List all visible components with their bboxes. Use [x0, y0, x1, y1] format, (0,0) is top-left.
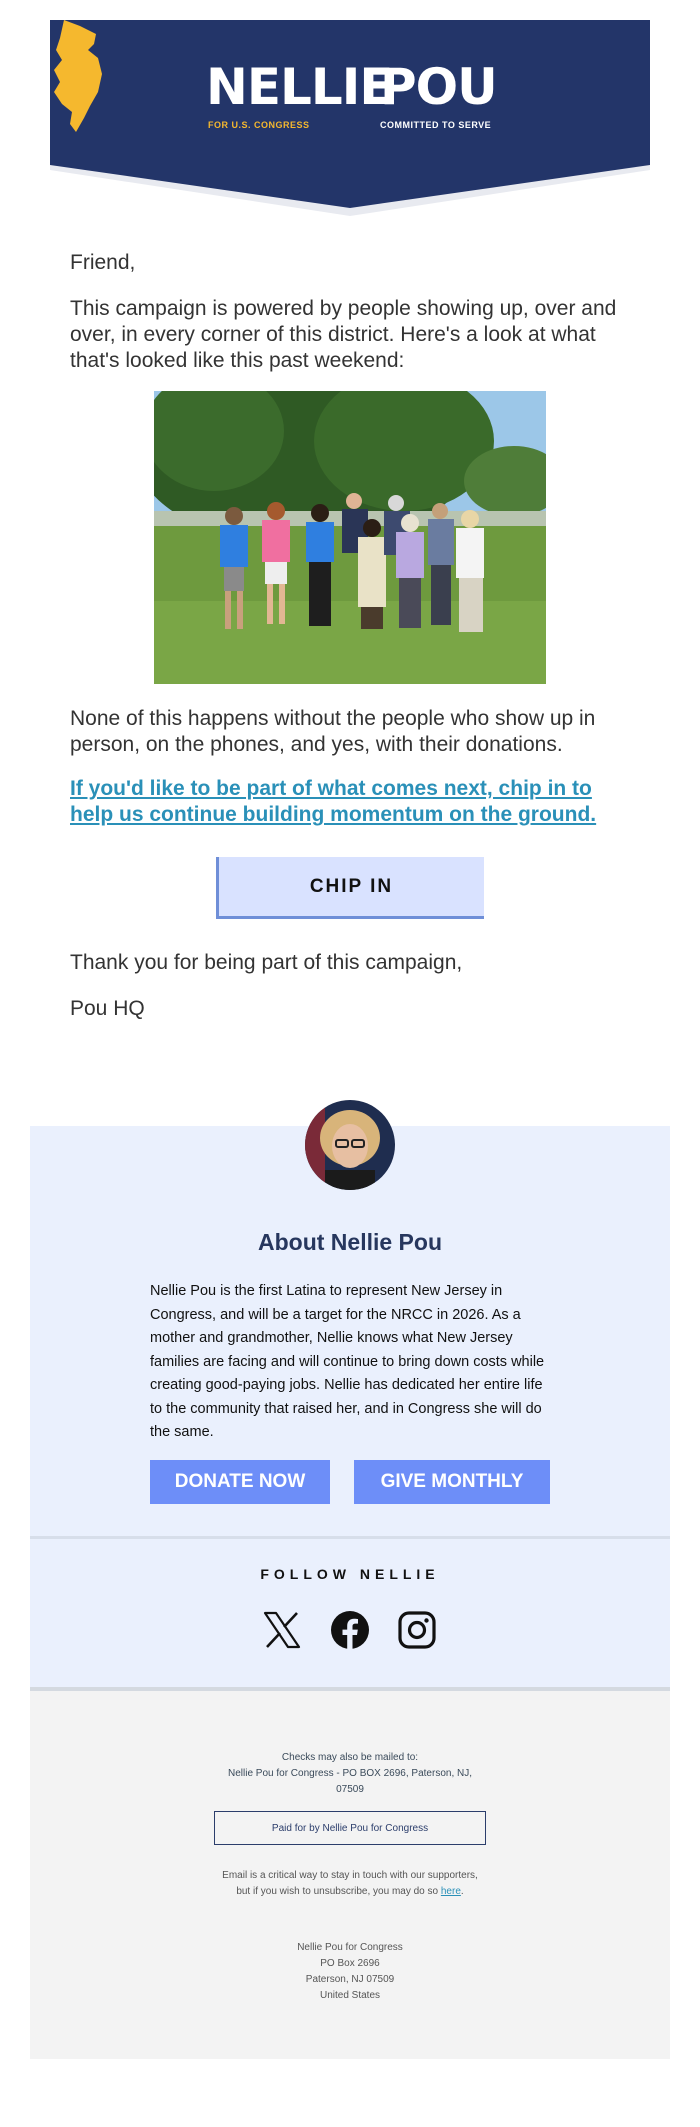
logo-tagline-left: FOR U.S. CONGRESS — [208, 120, 310, 130]
postal-box: PO Box 2696 — [320, 1958, 380, 1969]
chip-in-text-link[interactable]: If you'd like to be part of what comes next, chip in to help us continue building momentum on the ground. — [70, 777, 597, 826]
about-title: About Nellie Pou — [258, 1229, 442, 1255]
header-banner — [50, 20, 650, 220]
banner-shape — [50, 20, 650, 220]
chip-in-button[interactable]: CHIP IN — [216, 857, 484, 919]
unsubscribe-text: Email is a critical way to stay in touch with our supporters, but if you wish to unsubscribe, you may do so — [222, 1870, 478, 1897]
donate-now-button[interactable]: DONATE NOW — [150, 1460, 330, 1504]
checks-mailed-line: Checks may also be mailed to: — [281, 1752, 419, 1763]
instagram-icon[interactable] — [397, 1610, 437, 1650]
checks-mailing-address: Nellie Pou for Congress - PO BOX 2696, Paterson, NJ, 07509 — [228, 1768, 472, 1795]
postal-country: United States — [319, 1990, 381, 2001]
facebook-icon[interactable] — [330, 1610, 370, 1650]
thanks-paragraph: Thank you for being part of this campaign, — [70, 951, 463, 974]
logo-last-name: POU — [380, 58, 497, 116]
about-bio: Nellie Pou is the first Latina to represent New Jersey in Congress, and will be a target for the NRCC in 2026. As a mother and grandmother, Nellie knows what New Jersey families are facing and will continue to bring down costs while creating good-paying jobs. Nellie has dedicated her entire life to the community that raised her, and in Congress she will do the same. — [150, 1283, 545, 1440]
postal-name: Nellie Pou for Congress — [297, 1942, 403, 1953]
x-icon[interactable] — [262, 1610, 302, 1650]
new-jersey-map-icon — [50, 20, 104, 132]
none-of-this-paragraph: None of this happens without the people who show up in person, on the phones, and yes, with their donations. — [70, 707, 596, 756]
nellie-pou-avatar — [305, 1100, 395, 1190]
logo-tagline-right: COMMITTED TO SERVE — [380, 120, 492, 130]
signoff: Pou HQ — [70, 997, 145, 1020]
unsubscribe-notice: Email is a critical way to stay in touch with our supporters, but if you wish to unsubscribe, you may do so here. — [222, 1870, 478, 1897]
intro-paragraph: This campaign is powered by people showing up, over and over, in every corner of this district. Here's a look at what that's looked like this past weekend: — [70, 297, 617, 372]
logo-first-name: NELLIE — [206, 58, 393, 116]
paid-for-disclaimer: Paid for by Nellie Pou for Congress — [214, 1811, 486, 1845]
unsubscribe-link[interactable]: here — [440, 1886, 461, 1897]
volunteers-photo — [154, 391, 546, 684]
follow-title: FOLLOW NELLIE — [260, 1566, 440, 1582]
give-monthly-button[interactable]: GIVE MONTHLY — [354, 1460, 550, 1504]
greeting: Friend, — [70, 251, 136, 274]
postal-address — [220, 1940, 480, 2004]
postal-city: Paterson, NJ 07509 — [305, 1974, 395, 1985]
